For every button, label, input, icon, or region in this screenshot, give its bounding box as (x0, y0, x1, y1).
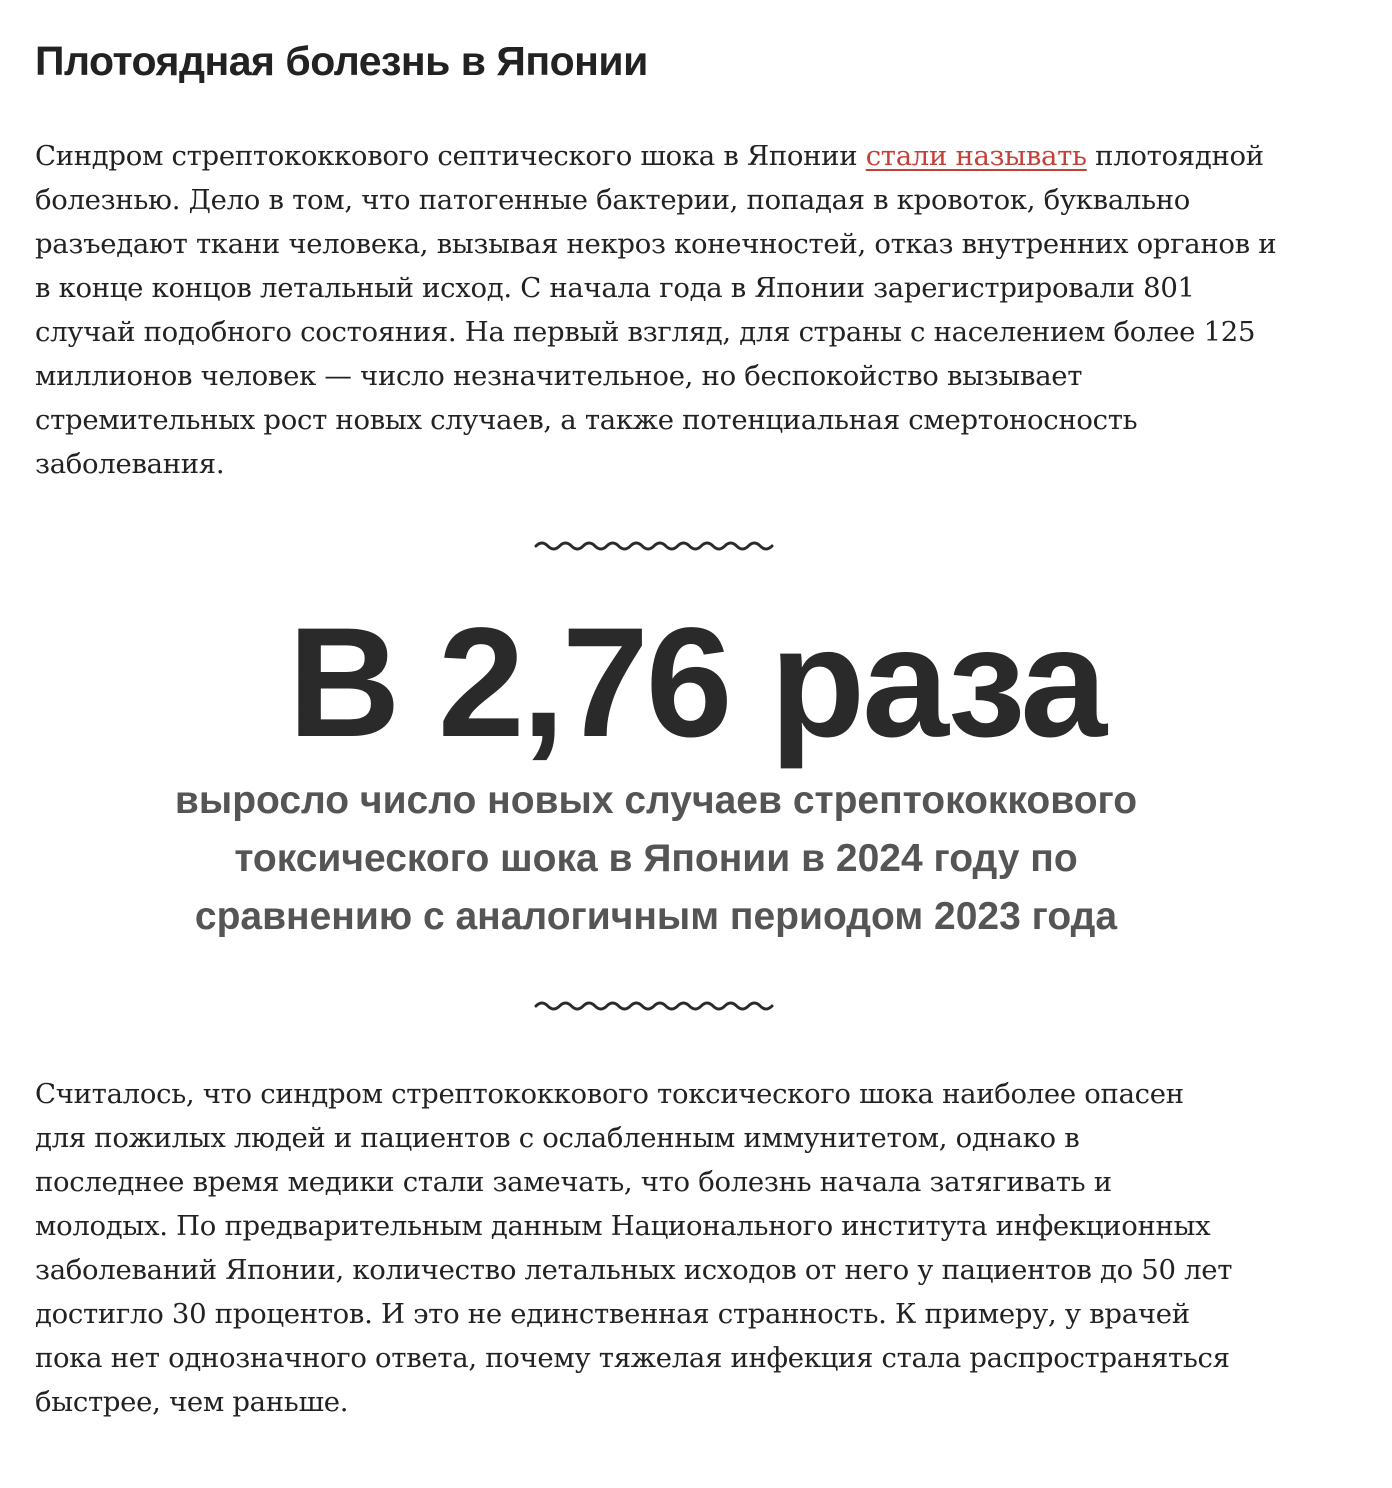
highlight-caption: выросло число новых случаев стрептококкового токсического шока в Японии в 2024 году по сравнению с аналогичным периодом 2023 года (174, 779, 1138, 938)
section-title: Плотоядная болезнь в Японии (35, 38, 648, 84)
wavy-divider-bottom (534, 999, 774, 1013)
source-link[interactable]: стали называть (865, 140, 1087, 172)
intro-text-after: плотоядной болезнью. Дело в том, что патогенные бактерии, попадая в кровоток, буквально разъедают ткани человека, вызывая некроз конечностей, отказ внутренних органов и в конце концов летальный исход. С начала года в Японии зарегистрировали 801 случай подобного состояния. На первый взгляд, для страны с населением более 125 миллионов человек — число незначительное, но беспокойство вызывает стремительных рост новых случаев, а также потенциальная смертоносность заболевания. (35, 140, 1277, 480)
wavy-divider-top (534, 539, 774, 553)
highlight-number: В 2,76 раза (287, 596, 1105, 770)
intro-paragraph (35, 134, 1285, 486)
body-paragraph: Считалось, что синдром стрептококкового токсического шока наиболее опасен для пожилых людей и пациентов с ослабленным иммунитетом, однако в последнее время медики стали замечать, что болезнь начала затягивать и молодых. По предварительным данным Национального института инфекционных заболеваний Японии, количество летальных исходов от него у пациентов до 50 лет достигло 30 процентов. И это не единственная странность. К примеру, у врачей пока нет однозначного ответа, почему тяжелая инфекция стала распространяться быстрее, чем раньше. (35, 1078, 1233, 1418)
intro-text-before: Синдром стрептококкового септического шока в Японии (35, 140, 866, 172)
